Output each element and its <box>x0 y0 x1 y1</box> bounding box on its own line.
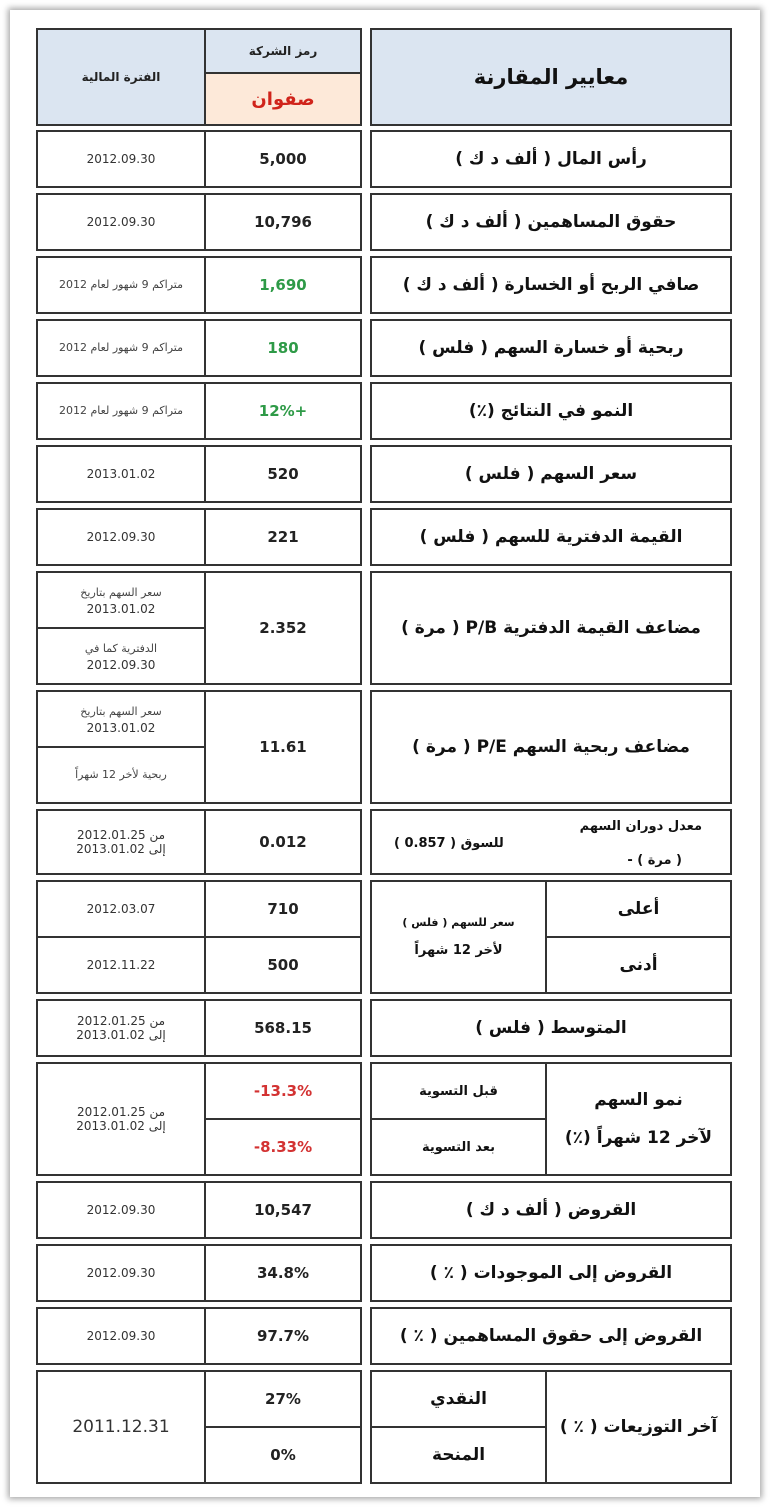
average-period: من 2012.01.25 إلى 2013.01.02 <box>36 999 206 1057</box>
loans-assets-label: القروض إلى الموجودات ( ٪ ) <box>370 1244 732 1302</box>
price-value: 520 <box>204 445 362 503</box>
book-value-label: القيمة الدفترية للسهم ( فلس ) <box>370 508 732 566</box>
equity-period: 2012.09.30 <box>36 193 206 251</box>
loans-equity-value: 97.7% <box>204 1307 362 1365</box>
eps-period: متراكم 9 شهور لعام 2012 <box>36 319 206 377</box>
stock-growth-label: نمو السهم لآخر 12 شهراً (٪) <box>545 1062 732 1176</box>
growth-value: 12%+ <box>204 382 362 440</box>
pe-label: مضاعف ربحية السهم P/E ( مرة ) <box>370 690 732 804</box>
pe-value: 11.61 <box>204 690 362 804</box>
eps-label: ربحية أو خسارة السهم ( فلس ) <box>370 319 732 377</box>
growth-period: متراكم 9 شهور لعام 2012 <box>36 382 206 440</box>
capital-label: رأس المال ( ألف د ك ) <box>370 130 732 188</box>
equity-value: 10,796 <box>204 193 362 251</box>
loans-label: القروض ( ألف د ك ) <box>370 1181 732 1239</box>
net-profit-label: صافي الربح أو الخسارة ( ألف د ك ) <box>370 256 732 314</box>
pb-note-book: الدفترية كما في 2012.09.30 <box>36 627 206 685</box>
stock-growth-before-label: قبل التسوية <box>370 1062 547 1120</box>
eps-value: 180 <box>204 319 362 377</box>
low-label: أدنى <box>545 936 732 994</box>
pb-note-price: سعر السهم بتاريخ 2013.01.02 <box>36 571 206 629</box>
loans-value: 10,547 <box>204 1181 362 1239</box>
pb-label: مضاعف القيمة الدفترية P/B ( مرة ) <box>370 571 732 685</box>
stock-growth-period: من 2012.01.25 إلى 2013.01.02 <box>36 1062 206 1176</box>
dividends-label: آخر التوزيعات ( ٪ ) <box>545 1370 732 1484</box>
low-value: 500 <box>204 936 362 994</box>
growth-label: النمو في النتائج (٪) <box>370 382 732 440</box>
book-value-value: 221 <box>204 508 362 566</box>
stock-growth-before-value: -13.3% <box>204 1062 362 1120</box>
low-date: 2012.11.22 <box>36 936 206 994</box>
header-period-label: الفترة المالية <box>81 70 161 84</box>
header-criteria-label: معايير المقارنة <box>473 65 629 89</box>
header-company-code-label: رمز الشركة <box>248 44 318 58</box>
dividends-cash-value: 27% <box>204 1370 362 1428</box>
comparison-table <box>10 10 760 1497</box>
stock-growth-after-value: -8.33% <box>204 1118 362 1176</box>
price-label: سعر السهم ( فلس ) <box>370 445 732 503</box>
high-value: 710 <box>204 880 362 938</box>
book-value-period: 2012.09.30 <box>36 508 206 566</box>
header-company-name <box>204 72 362 126</box>
high-label: أعلى <box>545 880 732 938</box>
dividends-cash-label: النقدي <box>370 1370 547 1428</box>
dividends-period: 2011.12.31 <box>36 1370 206 1484</box>
loans-assets-period: 2012.09.30 <box>36 1244 206 1302</box>
net-profit-value: 1,690 <box>204 256 362 314</box>
loans-period: 2012.09.30 <box>36 1181 206 1239</box>
pb-value: 2.352 <box>204 571 362 685</box>
pe-note-eps: ربحية لأخر 12 شهراً <box>36 746 206 804</box>
dividends-bonus-value: 0% <box>204 1426 362 1484</box>
turnover-period: من 2012.01.25 إلى 2013.01.02 <box>36 809 206 875</box>
loans-equity-period: 2012.09.30 <box>36 1307 206 1365</box>
high-date: 2012.03.07 <box>36 880 206 938</box>
average-label: المتوسط ( فلس ) <box>370 999 732 1057</box>
company-name: صفوان <box>251 88 315 110</box>
stock-growth-after-label: بعد التسوية <box>370 1118 547 1176</box>
high-low-group: سعر للسهم ( فلس ) لأخر 12 شهراً <box>370 880 547 994</box>
capital-period: 2012.09.30 <box>36 130 206 188</box>
header-criteria <box>370 28 732 126</box>
header-period <box>36 28 206 126</box>
pe-note-price: سعر السهم بتاريخ 2013.01.02 <box>36 690 206 748</box>
loans-assets-value: 34.8% <box>204 1244 362 1302</box>
capital-value: 5,000 <box>204 130 362 188</box>
dividends-bonus-label: المنحة <box>370 1426 547 1484</box>
header-company-code <box>204 28 362 74</box>
turnover-label: معدل دوران السهم للسوق ( 0.857 ) ( مرة ) - <box>370 809 732 875</box>
turnover-value: 0.012 <box>204 809 362 875</box>
average-value: 568.15 <box>204 999 362 1057</box>
loans-equity-label: القروض إلى حقوق المساهمين ( ٪ ) <box>370 1307 732 1365</box>
equity-label: حقوق المساهمين ( ألف د ك ) <box>370 193 732 251</box>
price-period: 2013.01.02 <box>36 445 206 503</box>
net-profit-period: متراكم 9 شهور لعام 2012 <box>36 256 206 314</box>
